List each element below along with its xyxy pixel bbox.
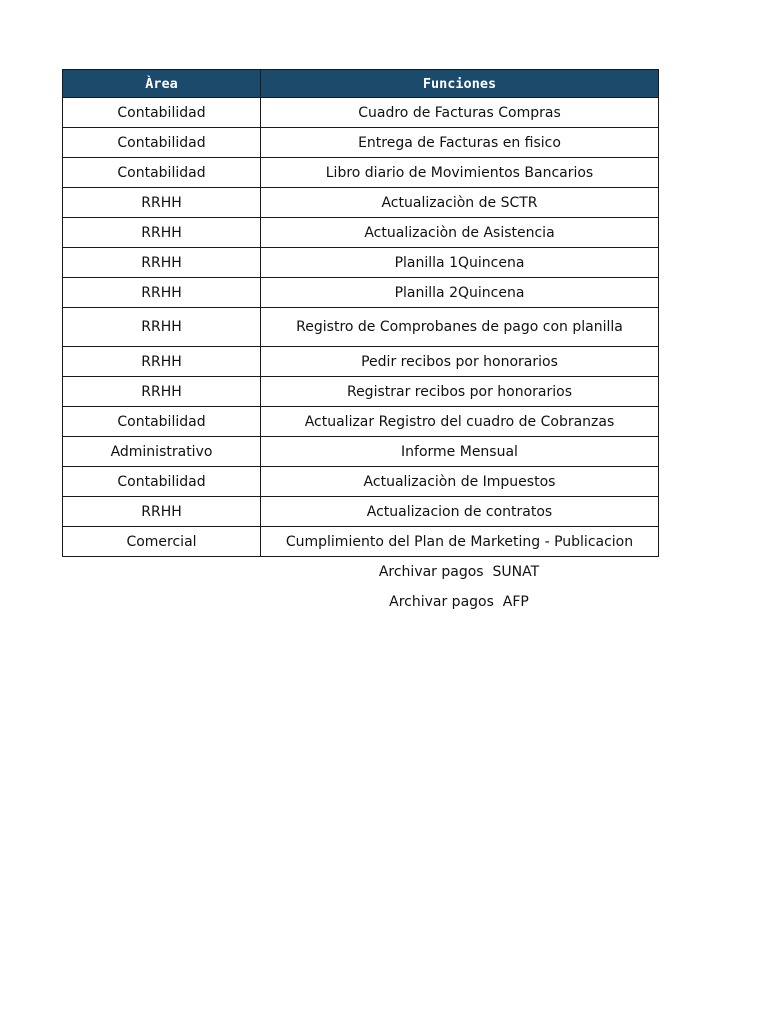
table-row xyxy=(63,527,659,557)
cell-funcion: Actualizacion de contratos xyxy=(261,497,659,527)
cell-area: Contabilidad xyxy=(63,98,261,128)
functions-table xyxy=(62,69,659,557)
cell-area: RRHH xyxy=(63,377,261,407)
table-row xyxy=(63,437,659,467)
header-funciones: Funciones xyxy=(261,70,659,98)
cell-area: Administrativo xyxy=(63,437,261,467)
table-row xyxy=(63,347,659,377)
cell-funcion: Planilla 2Quincena xyxy=(261,278,659,308)
cell-funcion: Pedir recibos por honorarios xyxy=(261,347,659,377)
extra-line xyxy=(62,587,658,617)
extra-line-text: Archivar pagos SUNAT xyxy=(378,564,540,580)
cell-area: RRHH xyxy=(63,248,261,278)
cell-area: RRHH xyxy=(63,188,261,218)
table-row xyxy=(63,407,659,437)
cell-funcion: Libro diario de Movimientos Bancarios xyxy=(261,158,659,188)
table-row xyxy=(63,248,659,278)
cell-funcion: Cumplimiento del Plan de Marketing - Publicacion xyxy=(261,527,659,557)
spreadsheet-sheet xyxy=(62,69,658,617)
cell-funcion: Planilla 1Quincena xyxy=(261,248,659,278)
cell-area: Contabilidad xyxy=(63,158,261,188)
cell-funcion: Actualizaciòn de Asistencia xyxy=(261,218,659,248)
cell-funcion: Actualizar Registro del cuadro de Cobranzas xyxy=(261,407,659,437)
table-row xyxy=(63,377,659,407)
extra-line xyxy=(62,557,658,587)
cell-area: Contabilidad xyxy=(63,407,261,437)
table-row xyxy=(63,98,659,128)
table-row xyxy=(63,308,659,347)
cell-area: Contabilidad xyxy=(63,128,261,158)
cell-area: RRHH xyxy=(63,278,261,308)
cell-area: RRHH xyxy=(63,497,261,527)
cell-funcion: Actualizaciòn de SCTR xyxy=(261,188,659,218)
table-row xyxy=(63,128,659,158)
cell-funcion: Entrega de Facturas en fisico xyxy=(261,128,659,158)
table-row xyxy=(63,467,659,497)
cell-area: Comercial xyxy=(63,527,261,557)
cell-area: RRHH xyxy=(63,218,261,248)
cell-funcion: Informe Mensual xyxy=(261,437,659,467)
cell-funcion: Registro de Comprobanes de pago con planilla xyxy=(261,308,659,347)
table-row xyxy=(63,188,659,218)
cell-area: RRHH xyxy=(63,347,261,377)
table-row xyxy=(63,278,659,308)
cell-area: Contabilidad xyxy=(63,467,261,497)
header-row xyxy=(63,70,659,98)
cell-area: RRHH xyxy=(63,308,261,347)
header-area: Àrea xyxy=(63,70,261,98)
extra-line-text: Archivar pagos AFP xyxy=(389,594,529,610)
table-row xyxy=(63,497,659,527)
cell-funcion: Registrar recibos por honorarios xyxy=(261,377,659,407)
table-row xyxy=(63,158,659,188)
table-row xyxy=(63,218,659,248)
extra-lines xyxy=(62,557,658,617)
cell-funcion: Cuadro de Facturas Compras xyxy=(261,98,659,128)
cell-funcion: Actualizaciòn de Impuestos xyxy=(261,467,659,497)
